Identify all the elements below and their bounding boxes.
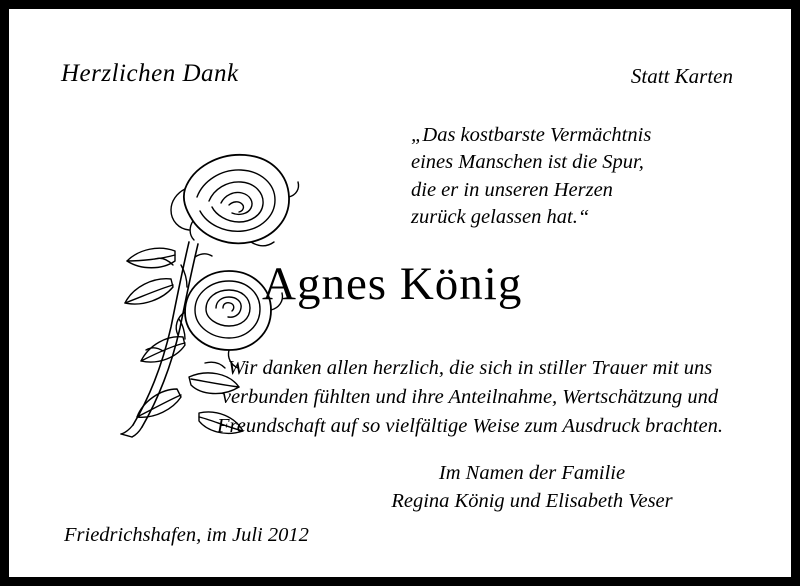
body-line: Freundschaft auf so vielfältige Weise zum Ausdruck brachten. xyxy=(217,415,723,438)
family-line: Im Namen der Familie xyxy=(438,462,626,484)
family-line: Regina König und Elisabeth Veser xyxy=(391,490,673,513)
memorial-quote xyxy=(411,122,741,231)
body-line: verbunden fühlten und ihre Anteilnahme, Wertschätzung und xyxy=(221,386,719,409)
quote-line: eines Manschen ist die Spur, xyxy=(411,151,644,174)
rose-stem xyxy=(121,242,198,437)
rose-illustration xyxy=(67,137,302,442)
quote-line: „Das kostbarste Vermächtnis xyxy=(411,124,652,146)
statt-karten-label: Statt Karten xyxy=(630,64,733,88)
family-signature xyxy=(342,459,722,516)
card-inner xyxy=(9,9,791,577)
lower-rose-bloom xyxy=(176,271,282,368)
place-date: Friedrichshafen, im Juli 2012 xyxy=(64,524,309,546)
body-line: Wir danken allen herzlich, die sich in stiller Trauer mit uns xyxy=(227,357,713,379)
quote-line: die er in unseren Herzen xyxy=(411,178,613,201)
thanks-heading: Herzlichen Dank xyxy=(61,60,239,87)
rose-leaves xyxy=(125,248,243,433)
upper-rose-bloom xyxy=(171,155,299,246)
quote-line: zurück gelassen hat.“ xyxy=(411,205,590,228)
deceased-name: Agnes König xyxy=(262,258,523,310)
